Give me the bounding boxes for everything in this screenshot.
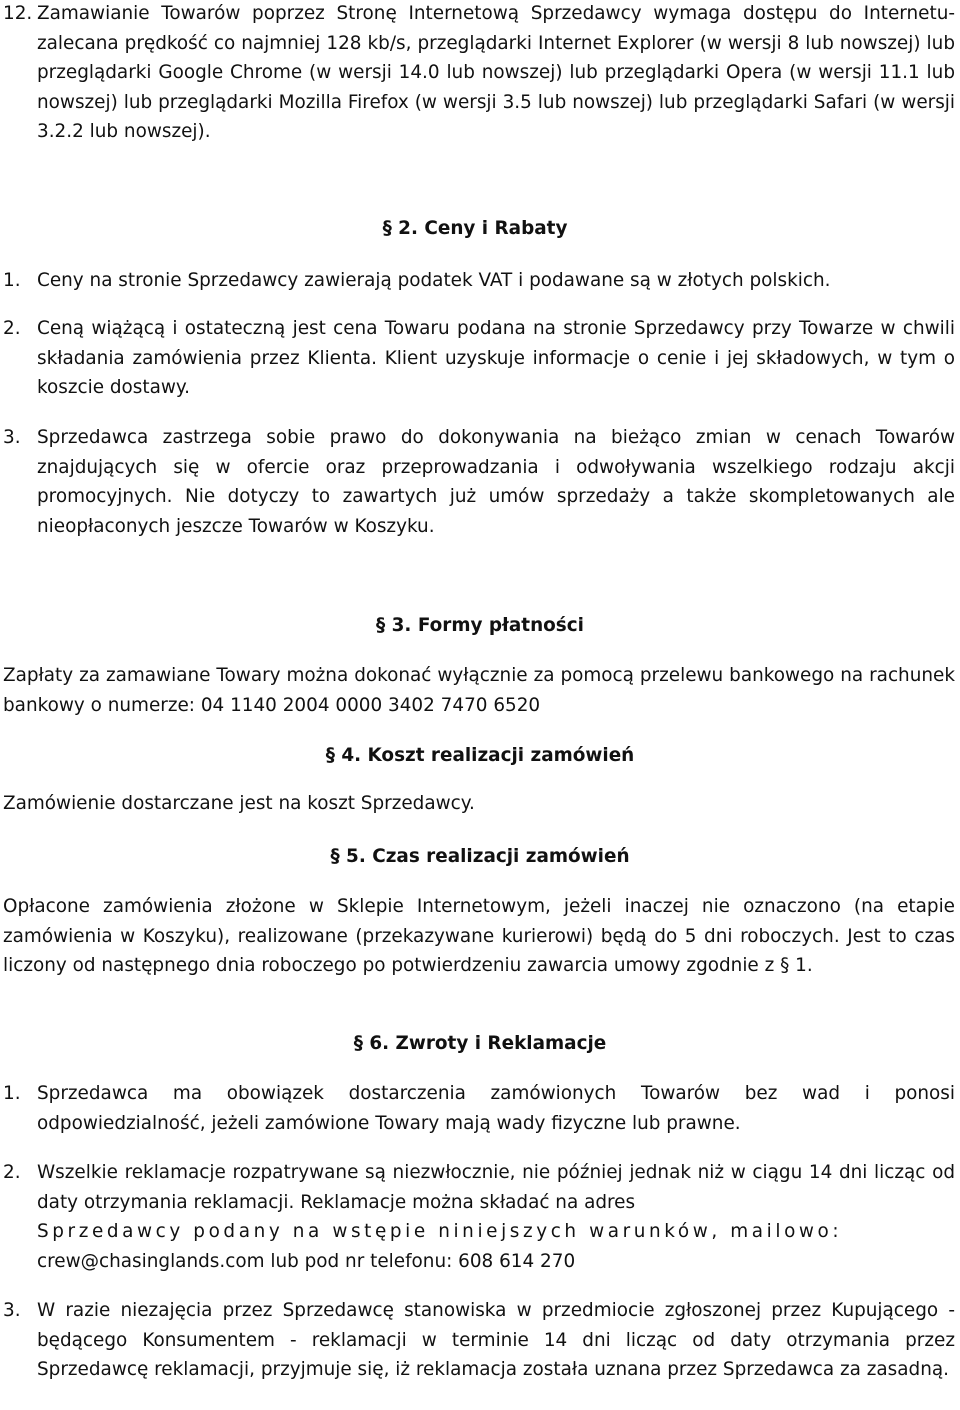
list-item — [0, 1079, 955, 1138]
list-item — [0, 423, 955, 541]
list-item-number: 2. — [3, 318, 21, 339]
contact-line: crew@chasinglands.com lub pod nr telefonu: 608 614 270 — [37, 1250, 576, 1272]
list-item-number: 3. — [3, 427, 21, 448]
payment-paragraph: Zapłaty za zamawiane Towary można dokonać wyłącznie za pomocą przelewu bankowego na rachunek bankowy o numerze: 04 1140 2004 0000 3402 7470 6520 — [3, 665, 955, 716]
delivery-time-paragraph: Opłacone zamówienia złożone w Sklepie Internetowym, jeżeli inaczej nie oznaczono (na etapie zamówienia w Koszyku), realizowane (przekazywane kurierowi) będą do 5 dni roboczych. Jest to czas liczony od następnego dnia roboczego po potwierdzeniu zawarcia umowy zgodnie z § 1. — [3, 896, 955, 976]
list-item — [0, 266, 955, 296]
list-item-text-line: Wszelkie reklamacje rozpatrywane są niezwłocznie, nie później jednak niż w ciągu 14 dni licząc od daty otrzymania reklamacji. Reklamacje można składać na adres — [37, 1162, 955, 1213]
list-item — [0, 314, 955, 403]
list-item-text: Sprzedawca ma obowiązek dostarczenia zamówionych Towarów bez wad i ponosi odpowiedzialność, jeżeli zamówione Towary mają wady fizyczne lub prawne. — [37, 1083, 955, 1134]
list-item — [0, 1158, 955, 1276]
list-item-number: 2. — [3, 1162, 21, 1183]
list-item-text-line-spaced: Sprzedawcy podany na wstępie niniejszych warunków, mailowo: — [37, 1221, 843, 1242]
section-heading-cost: § 4. Koszt realizacji zamówień — [325, 745, 635, 766]
list-item — [0, 1296, 955, 1385]
list-item — [0, 0, 955, 147]
section-heading-prices: § 2. Ceny i Rabaty — [382, 218, 568, 239]
section-heading-returns: § 6. Zwroty i Reklamacje — [353, 1033, 607, 1054]
list-item-number: 3. — [3, 1300, 21, 1321]
list-item-text-complaints — [37, 1158, 955, 1276]
list-item-number: 1. — [3, 1083, 21, 1104]
list-item-text: W razie niezajęcia przez Sprzedawcę stanowiska w przedmiocie zgłoszonej przez Kupującego - będącego Konsumentem - reklamacji w terminie 14 dni licząc od daty otrzymania przez Sprzedawcę reklamacji, przyjmuje się, iż reklamacja została uznana przez Sprzedawca za zasadną. — [37, 1300, 955, 1380]
list-item-text: Ceną wiążącą i ostateczną jest cena Towaru podana na stronie Sprzedawcy przy Towarze w chwili składania zamówienia przez Klienta. Klient uzyskuje informacje o cenie i jej składowych, w tym o koszcie dostawy. — [37, 318, 955, 398]
list-item-number: 12. — [3, 3, 33, 24]
section-heading-delivery-time: § 5. Czas realizacji zamówień — [330, 846, 630, 867]
cost-paragraph: Zamówienie dostarczane jest na koszt Sprzedawcy. — [3, 793, 475, 814]
list-item-text: Zamawianie Towarów poprzez Stronę Internetową Sprzedawcy wymaga dostępu do Internetu-zalecana prędkość co najmniej 128 kb/s, przeglądarki Internet Explorer (w wersji 8 lub nowszej) lub przeglądarki Google Chrome (w wersji 14.0 lub nowszej) lub przeglądarki Opera (w wersji 11.1 lub nowszej) lub przeglądarki Mozilla Firefox (w wersji 3.5 lub nowszej) lub przeglądarki Safari (w wersji 3.2.2 lub nowszej). — [37, 3, 955, 142]
section-heading-payment: § 3. Formy płatności — [376, 615, 584, 636]
list-item-number: 1. — [3, 270, 21, 291]
list-item-text: Sprzedawca zastrzega sobie prawo do dokonywania na bieżąco zmian w cenach Towarów znajdujących się w ofercie oraz przeprowadzania i odwoływania wszelkiego rodzaju akcji promocyjnych. Nie dotyczy to zawartych już umów sprzedaży a także skompletowanych ale nieopłaconych jeszcze Towarów w Koszyku. — [37, 427, 955, 537]
list-item-text: Ceny na stronie Sprzedawcy zawierają podatek VAT i podawane są w złotych polskich. — [37, 270, 831, 291]
